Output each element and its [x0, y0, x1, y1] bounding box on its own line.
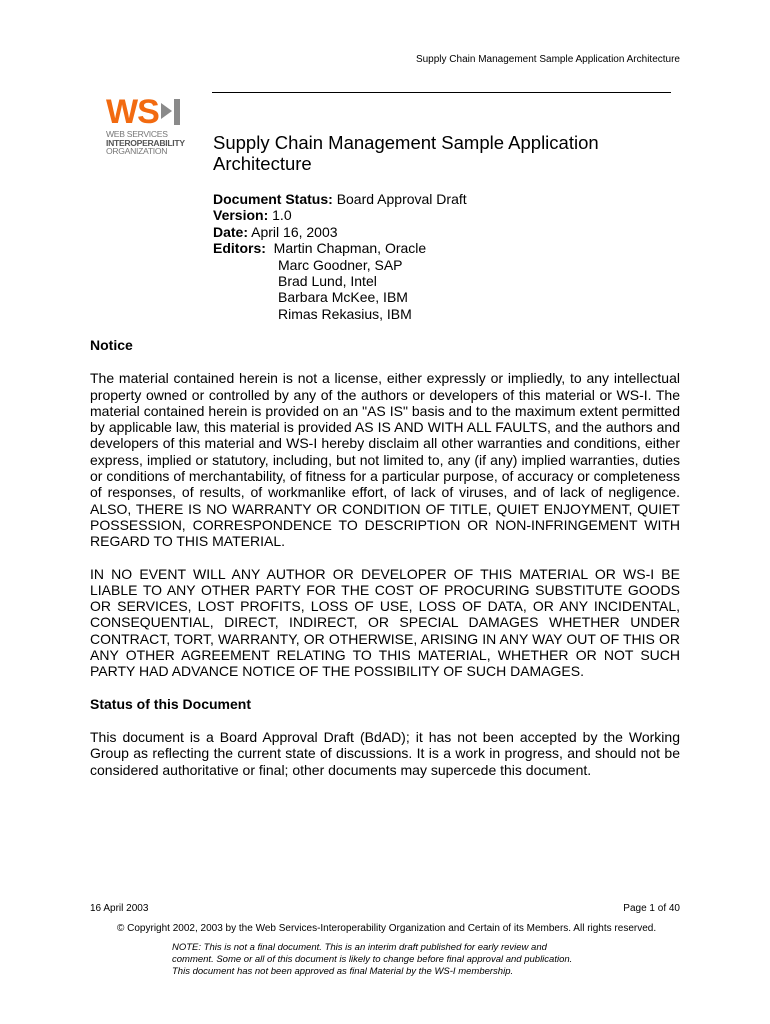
logo-line: INTEROPERABILITY [106, 137, 185, 148]
notice-paragraph: The material contained herein is not a license, either expressly or impliedly, to any intellectual property owned or controlled by any of the authors or developers of this material or WS-I. The material contained herein is provided on an "AS IS" basis and to the maximum extent permitted by applicable law, this material is provided AS IS AND WITH ALL FAULTS, and the authors and developers of this material and WS-I hereby disclaim all other warranties and conditions, either express, implied or statutory, including, but not limited to, any (if any) implied warranties, duties or conditions of merchantability, of fitness for a particular purpose, of accuracy or completeness of responses, of results, of workmanlike effort, of lack of viruses, and of lack of negligence. ALSO, THERE IS NO WARRANTY OR CONDITION OF TITLE, QUIET ENJOYMENT, QUIET POSSESSION, CORRESPONDENCE TO DESCRIPTION OR NON-INFRINGEMENT WITH REGARD TO THIS MATERIAL. [90, 370, 680, 550]
editor: Brad Lund, Intel [278, 273, 377, 290]
logo-line: WEB SERVICES [106, 129, 168, 139]
header-rule [212, 92, 671, 93]
editors-label: Editors: [213, 240, 266, 257]
note-line: NOTE: This is not a final document. This is an interim draft published for early review and [172, 942, 547, 953]
note-line: This document has not been approved as final Material by the WS-I membership. [172, 966, 514, 978]
status-heading: Status of this Document [90, 695, 252, 712]
date-value: April 16, 2003 [251, 223, 338, 240]
notice-heading: Notice [90, 337, 133, 353]
logo-text [106, 130, 196, 156]
ws-i-logo [106, 93, 196, 166]
editor: Barbara McKee, IBM [278, 289, 408, 306]
document-meta [213, 191, 467, 322]
version-value: 1.0 [272, 207, 292, 224]
logo-line: ORGANIZATION [106, 146, 168, 156]
note-line: comment. Some or all of this document is likely to change before final approval and publication. [172, 954, 573, 966]
logo-ws-mark: WS [106, 93, 159, 131]
notice-paragraph: IN NO EVENT WILL ANY AUTHOR OR DEVELOPER OF THIS MATERIAL OR WS-I BE LIABLE TO ANY OTHER PARTY FOR THE COST OF PROCURING SUBSTITUTE GOODS OR SERVICES, LOST PROFITS, LOSS OF USE, LOSS OF DATA, OR ANY INCIDENTAL, CONSEQUENTIAL, DIRECT, INDIRECT, OR SPECIAL DAMAGES WHETHER UNDER CONTRACT, TORT, WARRANTY, OR OTHERWISE, ARISING IN ANY WAY OUT OF THIS OR ANY OTHER AGREEMENT RELATING TO THIS MATERIAL, WHETHER OR NOT SUCH PARTY HAD ADVANCE NOTICE OF THE POSSIBILITY OF SUCH DAMAGES. [90, 565, 680, 680]
status-paragraph: This document is a Board Approval Draft (BdAD); it has not been accepted by the Working Group as reflecting the current state of discussions. It is a work in progress, and should not be considered authoritative or final; other documents may supercede this document. [90, 728, 680, 778]
status-label: Document Status: [213, 191, 333, 207]
date-label: Date: [213, 223, 249, 240]
footer-copyright: © Copyright 2002, 2003 by the Web Services-Interoperability Organization and Certain of its Members. All rights reserved. [117, 923, 657, 934]
editor: Marc Goodner, SAP [278, 256, 403, 273]
status-value: Board Approval Draft [336, 191, 467, 207]
editor: Rimas Rekasius, IBM [278, 305, 412, 322]
document-title: Supply Chain Management Sample Application Architecture [213, 132, 599, 174]
footer-date: 16 April 2003 [90, 903, 149, 914]
document-body [90, 337, 680, 778]
version-label: Version: [213, 207, 269, 224]
logo-play-icon [161, 103, 172, 119]
editor: Martin Chapman, Oracle [273, 240, 427, 257]
logo-bar [174, 99, 180, 125]
footer-page-number: Page 1 of 40 [623, 903, 680, 914]
running-header: Supply Chain Management Sample Application Architecture [415, 54, 680, 65]
footer-note [172, 942, 572, 979]
